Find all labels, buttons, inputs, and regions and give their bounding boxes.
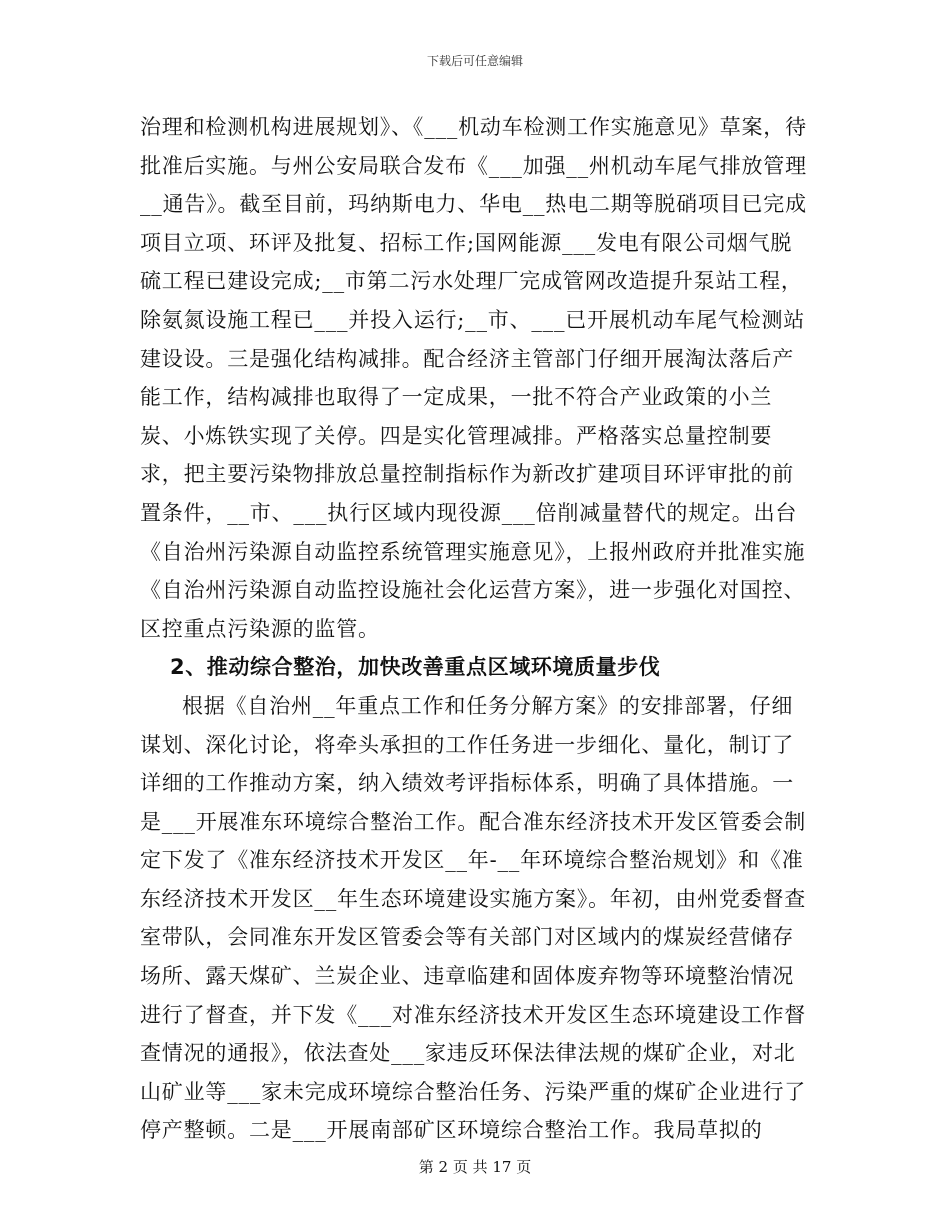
document-body (140, 108, 812, 1150)
body-paragraph: 治理和检测机构进展规划》、《___机动车检测工作实施意见》草案，待批准后实施。与州公安局联合发布《___加强__州机动车尾气排放管理__通告》。截至目前，玛纳斯电力、华电__热电二期等脱硝项目已完成项目立项、环评及批复、招标工作;国网能源___发电有限公司烟气脱硫工程已建设完成;__市第二污水处理厂完成管网改造提升泵站工程，除氨氮设施工程已___并投入运行;__市、___已开展机动车尾气检测站建设设。三是强化结构减排。配合经济主管部门仔细开展淘汰落后产能工作，结构减排也取得了一定成果，一批不符合产业政策的小兰炭、小炼铁实现了关停。四是实化管理减排。严格落实总量控制要求，把主要污染物排放总量控制指标作为新改扩建项目环评审批的前置条件，__市、___执行区域内现役源___倍削减量替代的规定。出台《自治州污染源自动监控系统管理实施意见》，上报州政府并批准实施《自治州污染源自动监控设施社会化运营方案》，进一步强化对国控、区控重点污染源的监管。 (140, 115, 807, 641)
body-paragraph: 根据《自治州__年重点工作和任务分解方案》的安排部署，仔细谋划、深化讨论，将牵头承担的工作任务进一步细化、量化，制订了详细的工作推动方案，纳入绩效考评指标体系，明确了具体措施。一是___开展准东环境综合整治工作。配合准东经济技术开发区管委会制定下发了《准东经济技术开发区__年-__年环境综合整治规划》和《准东经济技术开发区__年生态环境建设实施方案》。年初，由州党委督查室带队，会同准东开发区管委会等有关部门对区域内的煤炭经营储存场所、露天煤矿、兰炭企业、违章临建和固体废弃物等环境整治情况进行了督查，并下发《___对准东经济技术开发区生态环境建设工作督查情况的通报》，依法查处___家违反环保法律法规的煤矿企业，对北山矿业等___家未完成环境综合整治任务、污染严重的煤矿企业进行了停产整顿。二是___开展南部矿区环境综合整治工作。我局草拟的 (140, 693, 807, 1143)
page-header: 下载后可任意编辑 (426, 54, 523, 68)
page-number: 第 2 页 共 17 页 (418, 1158, 532, 1176)
section-heading: 2、推动综合整治，加快改善重点区域环境质量步伐 (170, 655, 661, 680)
